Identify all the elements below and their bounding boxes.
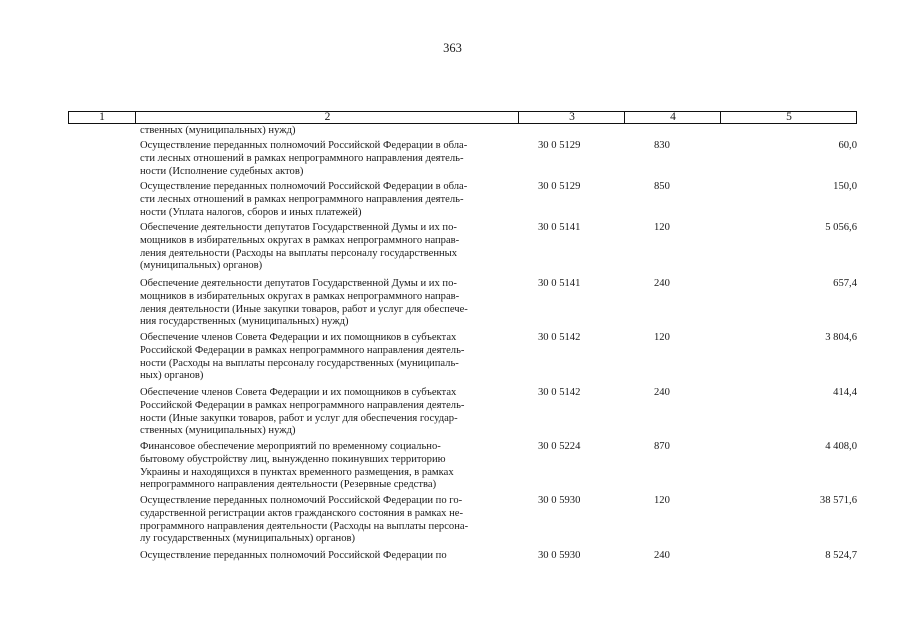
- row-expense-type: 120: [654, 495, 670, 506]
- row-code: 30 0 5930: [538, 550, 581, 561]
- row-description: Осуществление переданных полномочий Российской Федерации в обла- сти лесных отношений в рамках непрограммного направления деятель- ности (Исполнение судебных актов): [140, 140, 468, 177]
- header-col-3: 3: [518, 112, 625, 123]
- row-code: 30 0 5141: [538, 278, 581, 289]
- row-amount: 3 804,6: [825, 332, 857, 343]
- row-description: Обеспечение членов Совета Федерации и их помощников в субъектах Российской Федерации в рамках непрограммного направления деятель- ности (Иные закупки товаров, работ и услуг для обеспечения государ- ственных (муниципальных) нужд): [140, 387, 465, 437]
- row-amount: 8 524,7: [825, 550, 857, 561]
- continuation-text: ственных (муниципальных) нужд): [140, 125, 296, 136]
- row-description: Обеспечение деятельности депутатов Государственной Думы и их по- мощников в избирательных округах в рамках непрограммного направ- ления деятельности (Расходы на выплаты персоналу государственных (муниципальных) органов): [140, 222, 460, 272]
- row-code: 30 0 5142: [538, 387, 581, 398]
- row-description: Осуществление переданных полномочий Российской Федерации по го- сударственной регистрации актов гражданского состояния в рамках не- программного направления деятельности (Расходы на выплаты персона- лу государственных (муниципальных) органов): [140, 495, 469, 545]
- row-expense-type: 120: [654, 222, 670, 233]
- header-col-2: 2: [135, 112, 519, 123]
- row-code: 30 0 5141: [538, 222, 581, 233]
- row-expense-type: 830: [654, 140, 670, 151]
- header-col-4: 4: [624, 112, 721, 123]
- row-expense-type: 240: [654, 387, 670, 398]
- row-amount: 414,4: [833, 387, 857, 398]
- row-expense-type: 870: [654, 441, 670, 452]
- table-header: [68, 111, 857, 124]
- header-col-1: 1: [99, 111, 105, 123]
- row-expense-type: 240: [654, 278, 670, 289]
- row-description: Обеспечение деятельности депутатов Государственной Думы и их по- мощников в избирательных округах в рамках непрограммного направ- ления деятельности (Иные закупки товаров, работ и услуг для обеспече- ния государственных (муниципальных) нужд): [140, 278, 468, 328]
- row-description: Осуществление переданных полномочий Российской Федерации по: [140, 550, 447, 561]
- row-expense-type: 120: [654, 332, 670, 343]
- row-code: 30 0 5930: [538, 495, 581, 506]
- row-code: 30 0 5129: [538, 140, 581, 151]
- page-number: 363: [443, 41, 462, 55]
- row-amount: 38 571,6: [819, 495, 857, 506]
- row-code: 30 0 5129: [538, 181, 581, 192]
- row-expense-type: 850: [654, 181, 670, 192]
- header-col-5: 5: [720, 112, 857, 123]
- row-amount: 657,4: [833, 278, 857, 289]
- row-code: 30 0 5224: [538, 441, 581, 452]
- row-description: Осуществление переданных полномочий Российской Федерации в обла- сти лесных отношений в рамках непрограммного направления деятель- ности (Уплата налогов, сборов и иных платежей): [140, 181, 468, 218]
- row-description: Финансовое обеспечение мероприятий по временному социально- бытовому обустройству лиц, вынужденно покинувших территорию Украины и находящихся в пунктах временного размещения, в рамках непрограммного направления деятельности (Резервные средства): [140, 441, 454, 491]
- row-expense-type: 240: [654, 550, 670, 561]
- row-amount: 4 408,0: [825, 441, 857, 452]
- row-amount: 5 056,6: [825, 222, 857, 233]
- row-amount: 150,0: [833, 181, 857, 192]
- row-description: Обеспечение членов Совета Федерации и их помощников в субъектах Российской Федерации в рамках непрограммного направления деятель- ности (Расходы на выплаты персоналу государственных (муниципаль- ных) органов): [140, 332, 465, 382]
- row-amount: 60,0: [838, 140, 857, 151]
- row-code: 30 0 5142: [538, 332, 581, 343]
